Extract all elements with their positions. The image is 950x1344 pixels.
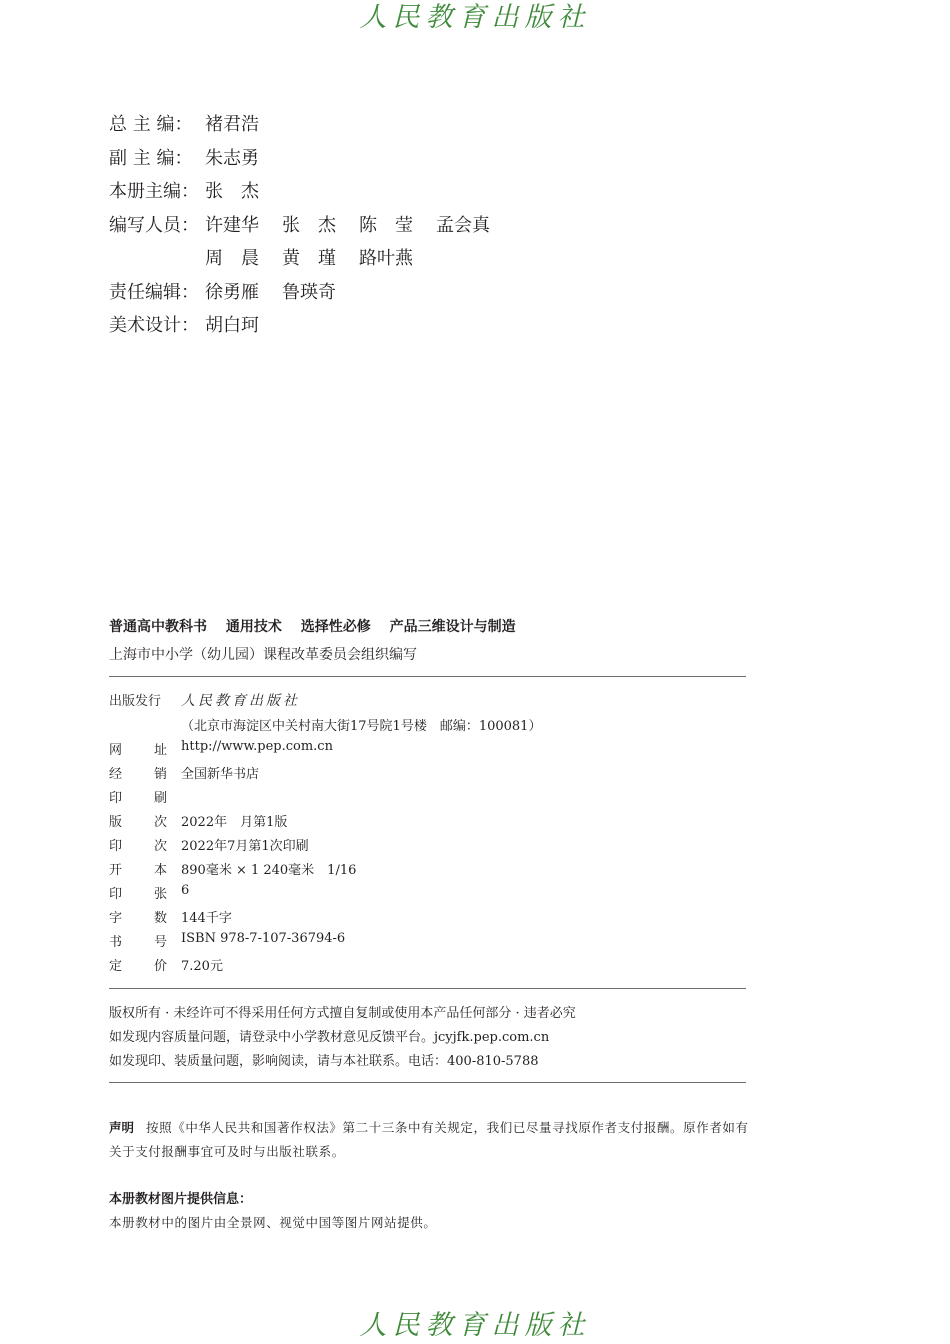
publication-key-char: 次	[153, 839, 167, 854]
book-title	[109, 616, 530, 636]
divider	[109, 988, 746, 989]
content-feedback-notice: 如发现内容质量问题，请登录中小学教材意见反馈平台。jcyjfk.pep.com.cn	[109, 1030, 550, 1045]
publication-value: 2022年 月第1版	[181, 815, 288, 830]
publication-key-char: 经	[109, 767, 123, 782]
credit-name: 朱志勇	[205, 147, 259, 169]
publication-key	[109, 763, 167, 782]
publication-value: 2022年7月第1次印刷	[181, 839, 309, 854]
credit-name: 路叶燕	[359, 248, 413, 269]
credit-label: 责任编辑：	[109, 281, 199, 303]
publication-key-char: 印	[109, 887, 123, 902]
credit-row	[109, 177, 282, 203]
publication-key-char: 号	[153, 935, 167, 950]
publication-key-char: 刷	[153, 791, 167, 806]
credit-name: 徐勇雁	[205, 281, 259, 303]
publication-value: ISBN 978-7-107-36794-6	[181, 931, 346, 946]
publication-key-char: 址	[153, 743, 167, 758]
publication-key-char: 次	[153, 815, 167, 830]
publication-key	[109, 907, 167, 926]
credit-name: 许建华	[205, 214, 259, 236]
publication-key-char: 价	[153, 959, 167, 974]
publication-key-char: 开	[109, 863, 123, 878]
publication-key	[109, 883, 167, 902]
credit-row	[109, 311, 282, 337]
print-quality-notice: 如发现印、装质量问题，影响阅读，请与本社联系。电话：400-810-5788	[109, 1054, 539, 1069]
credit-name: 周 晨	[205, 248, 259, 269]
credit-row	[109, 244, 436, 270]
publication-key-char: 书	[109, 935, 123, 950]
publisher-logo-top: 人民教育出版社	[359, 2, 591, 33]
publication-value: 7.20元	[181, 959, 223, 974]
organizer-line: 上海市中小学（幼儿园）课程改革委员会组织编写	[109, 647, 417, 663]
credit-name: 孟会真	[436, 214, 490, 236]
publisher-label: 出版发行	[109, 694, 162, 709]
credit-name: 胡白珂	[205, 315, 259, 336]
copyright-notice: 版权所有 · 未经许可不得采用任何方式擅自复制或使用本产品任何部分 · 违者必究	[109, 1006, 576, 1021]
credit-label: 副 主 编：	[109, 147, 193, 169]
publication-key-char: 数	[153, 911, 167, 926]
publisher-logo-small: 人民教育出版社	[181, 693, 300, 709]
credit-row	[109, 144, 282, 170]
publication-key	[109, 787, 167, 806]
divider	[109, 1082, 746, 1083]
book-title-part: 选择性必修	[300, 619, 371, 635]
publication-key	[109, 835, 167, 854]
publication-key-char: 销	[153, 767, 167, 782]
credit-row	[109, 110, 282, 136]
statement-label: 声明	[109, 1120, 135, 1135]
publisher-address: （北京市海淀区中关村南大街17号院1号楼 邮编：100081）	[181, 719, 542, 734]
credit-row	[109, 278, 359, 304]
publication-key-char: 张	[153, 887, 167, 902]
publication-key	[109, 739, 167, 758]
publication-value: 全国新华书店	[181, 767, 260, 782]
credit-name: 陈 莹	[359, 214, 413, 236]
publication-key	[109, 931, 167, 950]
credit-name: 张 杰	[205, 181, 259, 202]
publication-value: 144千字	[181, 911, 232, 926]
book-title-part: 普通高中教科书	[109, 619, 207, 635]
credit-row	[109, 211, 513, 237]
credit-label: 美术设计：	[109, 315, 199, 336]
book-title-part: 通用技术	[225, 619, 282, 635]
book-title-part: 产品三维设计与制造	[389, 619, 516, 635]
publication-key-char: 本	[153, 863, 167, 878]
publication-value: http://www.pep.com.cn	[181, 739, 333, 754]
credit-label: 总 主 编：	[109, 114, 193, 135]
picture-credits-title: 本册教材图片提供信息：	[109, 1192, 253, 1207]
credit-name: 褚君浩	[205, 114, 259, 135]
divider	[109, 676, 746, 677]
publication-key-char: 版	[109, 815, 123, 830]
publication-key	[109, 811, 167, 830]
publication-key-char: 定	[109, 959, 123, 974]
publication-key-char: 字	[109, 911, 123, 926]
publication-key	[109, 859, 167, 878]
credit-label: 本册主编：	[109, 181, 199, 202]
statement-paragraph	[109, 1116, 749, 1164]
credit-name: 鲁瑛奇	[282, 281, 336, 303]
credit-label: 编写人员：	[109, 214, 199, 236]
publication-key-char: 印	[109, 791, 123, 806]
publication-key	[109, 955, 167, 974]
publication-value: 890毫米 × 1 240毫米 1/16	[181, 863, 357, 878]
publisher-logo-bottom: 人民教育出版社	[359, 1310, 591, 1341]
publication-value: 6	[181, 883, 190, 898]
picture-credits-text: 本册教材中的图片由全景网、视觉中国等图片网站提供。	[109, 1215, 437, 1230]
credit-name: 黄 瑾	[282, 248, 336, 269]
statement-text: 按照《中华人民共和国著作权法》第二十三条中有关规定，我们已尽量寻找原作者支付报酬。原作者如有关于支付报酬事宜可及时与出版社联系。	[109, 1120, 749, 1159]
credit-name: 张 杰	[282, 214, 336, 236]
publication-key-char: 网	[109, 743, 123, 758]
publication-key-char: 印	[109, 839, 123, 854]
